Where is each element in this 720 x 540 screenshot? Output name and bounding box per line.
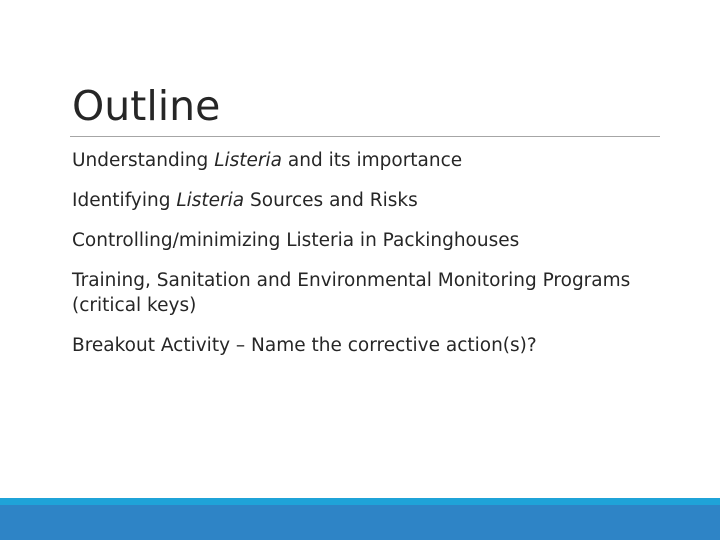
bullet-text: Sources and Risks (244, 190, 418, 211)
bullet-text: and its importance (282, 150, 463, 171)
bullet-item (72, 148, 632, 173)
bullet-italic-text: Listeria (176, 190, 245, 211)
title-divider (70, 136, 660, 137)
bullet-text: Breakout Activity – Name the corrective action(s)? (72, 335, 537, 356)
bullet-text: Training, Sanitation and Environmental Monitoring Programs (critical keys) (72, 270, 631, 316)
bullet-text: Identifying (72, 190, 177, 211)
bullet-item (72, 188, 632, 213)
bullet-text: Understanding (72, 150, 215, 171)
bullet-list (72, 148, 632, 373)
footer-band (0, 498, 720, 540)
footer-accent-strip (0, 498, 720, 505)
bullet-item (72, 333, 632, 358)
slide-title: Outline (72, 82, 221, 130)
bullet-italic-text: Listeria (214, 150, 282, 171)
bullet-text: Controlling/minimizing Listeria in Packinghouses (72, 230, 520, 251)
bullet-item (72, 228, 632, 253)
bullet-item (72, 268, 632, 318)
